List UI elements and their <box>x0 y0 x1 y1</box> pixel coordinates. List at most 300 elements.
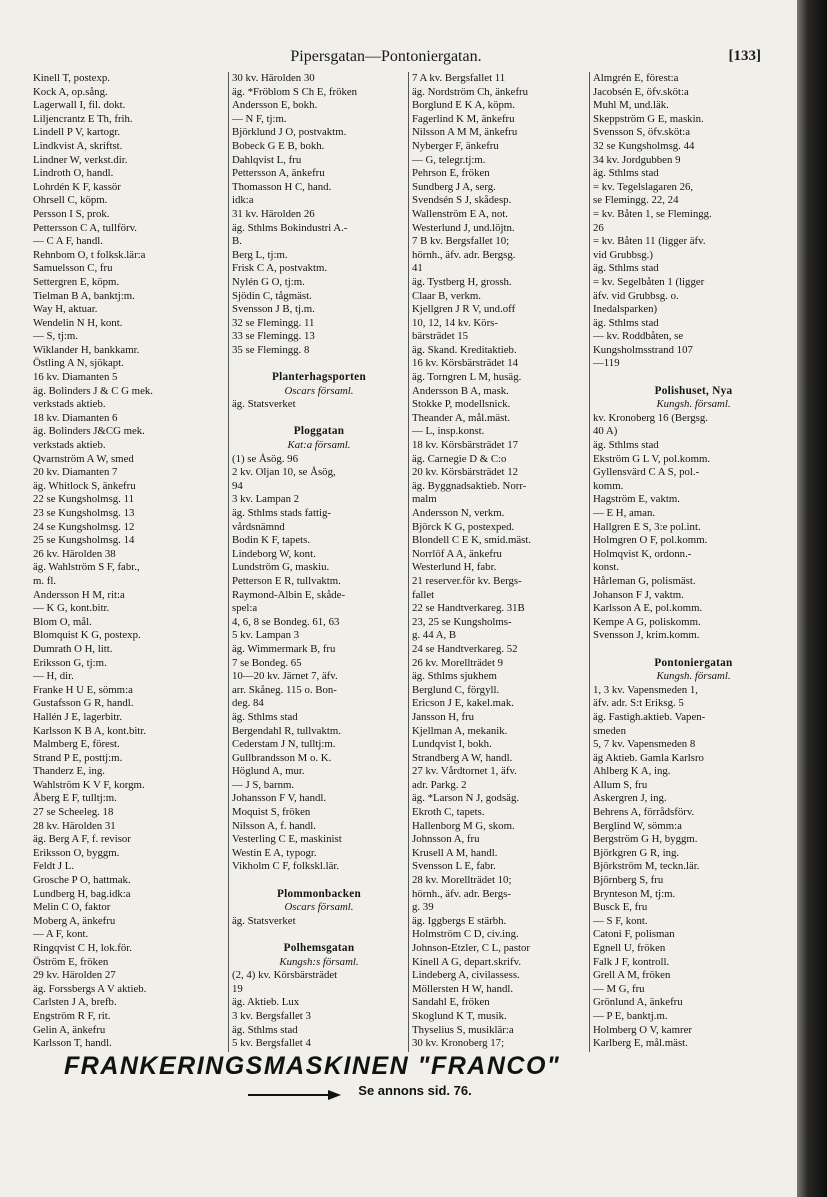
directory-line: bärsträdet 15 <box>412 330 469 343</box>
directory-line: äg. Sthlms stad <box>593 439 659 452</box>
directory-line: äg. Wimmermark B, fru <box>232 642 336 655</box>
directory-line: 7 A kv. Bergsfallet 11 <box>412 72 506 84</box>
directory-line: Ohrsell C, köpm. <box>33 194 108 207</box>
street-heading: Plommonbacken <box>276 887 362 900</box>
directory-line: äg. Whitlock S, änkefru <box>33 479 136 492</box>
directory-line: Johnsson A, fru <box>412 833 480 846</box>
directory-line: Bobeck G E B, bokh. <box>232 139 325 152</box>
directory-line: äfv. vid Grubbsg. o. <box>593 289 679 302</box>
directory-line: äg. Forssbergs A V aktieb. <box>33 982 147 995</box>
directory-line: 34 kv. Jordgubben 9 <box>593 153 681 166</box>
directory-line: 33 se Flemingg. 13 <box>232 330 315 343</box>
directory-line: Lundström G, maskiu. <box>232 561 330 574</box>
directory-line: 23 se Kungsholmsg. 13 <box>33 507 135 519</box>
directory-line: äg. Carnegie D & C:o <box>412 452 507 465</box>
directory-line: Fagerlind K M, änkefru <box>412 112 515 125</box>
directory-line: Skeppström G E, maskin. <box>593 112 704 125</box>
directory-line: Berg L, tj:m. <box>232 248 288 261</box>
ad-title: FRANKERINGSMASKINEN "FRANCO" <box>64 1052 561 1080</box>
directory-line: Theander A, mål.mäst. <box>412 411 511 424</box>
directory-line: — L, insp.konst. <box>412 425 485 438</box>
directory-line: Kjellgren J R V, und.off <box>412 303 516 316</box>
directory-line: Lundqvist I, bokh. <box>412 738 492 751</box>
directory-line: Grell A M, fröken <box>593 969 671 982</box>
directory-line: äg. Torngren L M, husäg. <box>412 371 522 384</box>
directory-line: 19 <box>232 982 243 995</box>
directory-line <box>229 412 409 426</box>
directory-line: Karlsson T, handl. <box>33 1037 112 1050</box>
directory-line: Westerlund H, fabr. <box>412 561 497 574</box>
directory-line: Östling A N, sjökapt. <box>33 357 124 370</box>
directory-line: Andersson N, verkm. <box>412 507 505 519</box>
directory-line: Frisk C A, postvaktm. <box>232 262 328 275</box>
directory-line: Svensson J, krim.komm. <box>593 629 700 642</box>
directory-line: Nyberger F, änkefru <box>412 139 499 152</box>
directory-line: se Flemingg. 22, 24 <box>593 194 679 207</box>
directory-line: Kungsholmsstrand 107 <box>593 343 693 356</box>
directory-line: Wahlström K V F, korgm. <box>33 778 145 791</box>
directory-line: Almgrén E, förest:a <box>593 72 679 84</box>
directory-line: Falk J F, kontroll. <box>593 955 670 968</box>
directory-line: Stokke P, modellsnick. <box>412 398 511 411</box>
directory-line: Rehnbom O, t folksk.lär:a <box>33 248 146 261</box>
directory-line: äfv. adr. S:t Eriksg. 5 <box>593 697 684 710</box>
directory-line: äg. Fastigh.aktieb. Vapen- <box>593 710 706 723</box>
page-title: Pipersgatan—Pontoniergatan. <box>290 48 482 65</box>
directory-line: — H, dir. <box>33 670 74 683</box>
directory-line: Björnberg S, fru <box>593 874 664 887</box>
directory-line: Bergendahl R, tullvaktm. <box>232 724 341 737</box>
directory-line: Cederstam J N, tulltj:m. <box>232 738 336 751</box>
directory-line: kv. Kronoberg 16 (Bergsg. <box>593 411 708 424</box>
directory-line: äg. Skand. Kreditaktieb. <box>412 343 517 356</box>
directory-line: Gelin A, änkefru <box>33 1023 106 1036</box>
directory-line: malm <box>412 493 437 506</box>
directory-line: Petterson E R, tullvaktm. <box>232 574 341 587</box>
directory-line: Dahlqvist L, fru <box>232 153 302 166</box>
directory-line: Svensson J B, tj.m. <box>232 303 315 316</box>
directory-line: Busck E, fru <box>593 901 648 914</box>
parish-label: Kungsh. församl. <box>656 398 731 411</box>
directory-line: Sandahl E, fröken <box>412 996 490 1009</box>
directory-line: Way H, aktuar. <box>33 303 98 316</box>
street-heading: Polhemsgatan <box>283 942 355 954</box>
directory-line: — M G, fru <box>593 982 645 995</box>
directory-line: g. 44 A, B <box>412 629 457 642</box>
directory-line: äg. Sthlms stads fattig- <box>232 507 331 519</box>
parish-label: Kungsh:s församl. <box>279 955 359 968</box>
directory-line: Nilsson A M M, änkefru <box>412 126 518 139</box>
directory-line: = kv. Båten 11 (ligger äfv. <box>593 235 706 248</box>
directory-line: 23, 25 se Kungsholms- <box>412 615 512 628</box>
directory-line: Bodin K F, tapets. <box>232 534 311 547</box>
directory-line: Inedalsparken) <box>593 303 658 316</box>
directory-line: — S, tj:m. <box>33 330 78 343</box>
directory-line: äg. Sthlms stad <box>593 167 659 180</box>
directory-line: 32 se Flemingg. 11 <box>232 316 315 329</box>
directory-line: Nilsson A, f. handl. <box>232 819 316 832</box>
directory-line: 7 B kv. Bergsfallet 10; <box>412 235 510 248</box>
directory-line: Andersson B A, mask. <box>412 384 509 397</box>
directory-line: Samuelsson C, fru <box>33 262 113 275</box>
parish-label: Oscars församl. <box>284 901 354 914</box>
directory-line: Andersson E, bokh. <box>232 99 318 112</box>
directory-line: Ahlberg K A, ing. <box>593 765 671 778</box>
directory-line: Berglind W, sömm:a <box>593 819 682 832</box>
directory-line: 18 kv. Körsbärsträdet 17 <box>412 439 519 452</box>
directory-line: 21 reserver.för kv. Bergs- <box>412 574 522 587</box>
directory-line: äg. Bolinders J&CG mek. <box>33 425 145 438</box>
directory-line: m. fl. <box>33 574 57 587</box>
directory-line: Karlberg E, mål.mäst. <box>593 1037 688 1050</box>
directory-line: Gustafsson G R, handl. <box>33 697 134 710</box>
directory-line: 27 se Scheeleg. 18 <box>33 806 114 819</box>
directory-line: Holmberg O V, kamrer <box>593 1023 692 1036</box>
directory-line: Liljencrantz E Th, frih. <box>33 112 133 125</box>
directory-line: Moberg A, änkefru <box>33 914 116 927</box>
directory-line: äg. Sthlms stad <box>593 262 659 275</box>
directory-line: Catoni F, polisman <box>593 928 675 941</box>
directory-line: Persson I S, prok. <box>33 207 110 220</box>
directory-line: äg. Aktieb. Lux <box>232 996 300 1009</box>
directory-line: Wallenström E A, not. <box>412 207 508 220</box>
directory-line: 30 kv. Kronoberg 17; <box>412 1037 505 1050</box>
parish-label: Kungsh. församl. <box>656 670 731 683</box>
directory-line: Moquist S, fröken <box>232 806 311 819</box>
directory-line: 31 kv. Härolden 26 <box>232 207 315 220</box>
directory-line: — kv. Roddbåten, se <box>593 330 684 343</box>
directory-line: Svensson S, öfv.sköt:a <box>593 126 691 139</box>
directory-line: 5, 7 kv. Vapensmeden 8 <box>593 738 696 751</box>
directory-line: äg. Iggbergs E stärbh. <box>412 914 507 927</box>
directory-line: B. <box>232 235 242 248</box>
directory-line: g. 39 <box>412 901 434 914</box>
directory-line: — N F, tj:m. <box>232 112 287 125</box>
directory-line: Kinell T, postexp. <box>33 72 110 84</box>
directory-line: Lindroth O, handl. <box>33 167 114 180</box>
directory-line: Settergren E, köpm. <box>33 275 120 288</box>
directory-line: Karlsson A E, pol.komm. <box>593 602 703 615</box>
directory-line: Thanderz E, ing. <box>33 765 105 778</box>
column-3 <box>408 72 590 1052</box>
directory-line: 94 <box>232 479 243 492</box>
directory-line: 29 kv. Härolden 27 <box>33 969 116 982</box>
directory-line: 10—20 kv. Järnet 7, äfv. <box>232 670 338 683</box>
directory-line <box>590 371 797 385</box>
directory-line: Andersson H M, rit:a <box>33 588 125 601</box>
directory-line: 30 kv. Härolden 30 <box>232 72 315 84</box>
directory-line: Askergren J, ing. <box>593 792 667 805</box>
directory-line: Vikholm C F, folkskl.lär. <box>232 860 340 873</box>
ad-subtitle: Se annons sid. 76. <box>358 1083 472 1098</box>
directory-line: Allum S, fru <box>593 778 648 791</box>
directory-line: Brynteson M, tj:m. <box>593 887 676 900</box>
directory-line: — J S, barnm. <box>232 778 295 791</box>
directory-line: äg. Sthlms sjukhem <box>412 670 497 683</box>
directory-line: Raymond-Albin E, skåde- <box>232 588 346 601</box>
directory-line: Björklund J O, postvaktm. <box>232 126 347 139</box>
directory-line: komm. <box>593 479 624 492</box>
directory-line: fallet <box>412 588 435 601</box>
directory-line: hörnh., äfv. adr. Bergs- <box>412 887 511 900</box>
directory-line: Wendelin N H, kont. <box>33 316 123 329</box>
directory-line: Franke H U E, sömm:a <box>33 683 133 696</box>
directory-line: Carlsten J A, brefb. <box>33 996 117 1009</box>
directory-line: äg. Wahlström S F, fabr., <box>33 561 140 574</box>
directory-line: Hårleman G, polismäst. <box>593 574 696 587</box>
directory-line: Tielman B A, banktj:m. <box>33 289 135 302</box>
directory-line: = kv. Segelbåten 1 (ligger <box>593 275 705 288</box>
directory-line: Lagerwall I, fil. dokt. <box>33 99 126 112</box>
directory-line: idk:a <box>232 194 254 207</box>
page-number: [133] <box>728 48 761 64</box>
directory-line: Westerlund J, und.löjtn. <box>412 221 515 234</box>
directory-line: Pehrson E, fröken <box>412 167 490 180</box>
directory-columns <box>30 72 796 1052</box>
directory-line: — A F, kont. <box>33 928 89 941</box>
directory-line: Skoglund K T, musik. <box>412 1009 507 1022</box>
directory-line: — P E, banktj.m. <box>593 1009 668 1022</box>
directory-line <box>229 928 409 942</box>
directory-line: = kv. Båten 1, se Flemingg. <box>593 207 712 220</box>
directory-line <box>229 874 409 888</box>
scan-edge-shadow <box>797 0 827 1197</box>
directory-line: Egnell U, fröken <box>593 942 666 954</box>
directory-line: Jacobsén E, öfv.sköt:a <box>593 85 689 98</box>
directory-line: Krusell A M, handl. <box>412 846 498 859</box>
directory-line: Melin C O, faktor <box>33 901 111 914</box>
street-heading: Ploggatan <box>293 425 345 438</box>
directory-line: Ringqvist C H, lok.för. <box>33 942 132 954</box>
directory-line: 27 kv. Vårdtornet 1, äfv. <box>412 765 517 778</box>
directory-line: 40 A) <box>593 425 618 438</box>
directory-line: Ericson J E, kakel.mak. <box>412 697 514 710</box>
directory-line: Malmberg E, förest. <box>33 738 120 751</box>
directory-line: 22 se Kungsholmsg. 11 <box>33 493 134 506</box>
directory-line: = kv. Tegelslagaren 26, <box>593 180 694 193</box>
directory-line: Bergström G H, byggm. <box>593 833 698 846</box>
directory-line: 18 kv. Diamanten 6 <box>33 411 118 424</box>
directory-line: Johnson-Etzler, C L, pastor <box>412 942 531 954</box>
directory-line: 16 kv. Diamanten 5 <box>33 371 118 384</box>
directory-line: Blom O, mål. <box>33 615 92 628</box>
directory-line: Behrens A, förrådsförv. <box>593 806 695 819</box>
street-heading: Polishuset, Nya <box>654 384 733 397</box>
directory-line: verkstads aktieb. <box>33 439 106 452</box>
directory-line: 26 kv. Morellträdet 9 <box>412 656 504 669</box>
directory-line: 24 se Handtverkareg. 52 <box>412 642 518 655</box>
directory-line: deg. 84 <box>232 697 264 710</box>
directory-line: Hallenborg M G, skom. <box>412 819 515 832</box>
directory-line: Holmgren O F, pol.komm. <box>593 534 708 547</box>
directory-line: Dumrath O H, litt. <box>33 642 113 655</box>
directory-line: Johansson F V, handl. <box>232 792 327 805</box>
directory-line: hörnh., äfv. adr. Bergsg. <box>412 248 516 261</box>
directory-line: Möllersten H W, handl. <box>412 982 514 995</box>
directory-line: spel:a <box>232 602 258 615</box>
directory-line: Kock A, op.sång. <box>33 85 108 98</box>
directory-line: — S F, kont. <box>593 914 648 927</box>
directory-line: Hallén J E, lagerbitr. <box>33 710 123 723</box>
directory-line: 3 kv. Lampan 2 <box>232 493 300 506</box>
directory-line: Norrlöf A A, änkefru <box>412 547 502 560</box>
directory-line: Johanson F J, vaktm. <box>593 588 684 601</box>
directory-line: Svendsén S J, skådesp. <box>412 194 512 207</box>
directory-line: Eriksson G, tj:m. <box>33 656 107 669</box>
directory-line: 35 se Flemingg. 8 <box>232 343 310 356</box>
directory-line: 41 <box>412 262 423 275</box>
directory-line: adr. Parkg. 2 <box>412 778 467 791</box>
directory-line: Blomquist K G, postexp. <box>33 629 141 642</box>
directory-line: Hallgren E S, 3:e pol.int. <box>593 520 701 533</box>
directory-line: verkstads aktieb. <box>33 398 106 411</box>
directory-line: Björck K G, postexped. <box>412 520 515 533</box>
page-header <box>0 44 827 74</box>
directory-line: Hagström E, vaktm. <box>593 493 680 506</box>
street-heading: Planterhagsporten <box>272 371 366 384</box>
directory-line: — K G, kont.bitr. <box>33 602 110 615</box>
directory-line: äg. Sthlms stad <box>593 316 659 329</box>
directory-line: Engström R F, rit. <box>33 1009 111 1022</box>
directory-line: äg Aktieb. Gamla Karlsro <box>593 751 704 764</box>
directory-line: Eriksson O, byggm. <box>33 846 120 859</box>
directory-line: 3 kv. Bergsfallet 3 <box>232 1009 311 1022</box>
directory-line: Kempe A G, poliskomm. <box>593 615 701 628</box>
directory-line: Höglund A, mur. <box>232 765 305 778</box>
directory-line: 16 kv. Körsbärsträdet 14 <box>412 357 519 370</box>
directory-line: Lindkvist A, skriftst. <box>33 139 123 152</box>
directory-line: Lindell P V, kartogr. <box>33 126 121 139</box>
column-4 <box>589 72 797 1052</box>
directory-line: Gullbrandsson M o. K. <box>232 751 332 764</box>
directory-line: äg. Sthlms stad <box>232 710 298 723</box>
directory-line: 24 se Kungsholmsg. 12 <box>33 520 135 533</box>
directory-line: 5 kv. Bergsfallet 4 <box>232 1037 311 1050</box>
directory-line: 22 se Handtverkareg. 31B <box>412 602 525 615</box>
column-2 <box>228 72 409 1052</box>
directory-line: — C A F, handl. <box>33 235 103 248</box>
directory-line: äg. Statsverket <box>232 398 296 411</box>
directory-line: äg. Nordström Ch, änkefru <box>412 85 529 98</box>
directory-line: äg. *Larson N J, godsäg. <box>412 792 520 805</box>
directory-line: äg. Bolinders J & C G mek. <box>33 384 153 397</box>
directory-line: Sundberg J A, serg. <box>412 180 496 193</box>
directory-line: Holmqvist K, ordonn.- <box>593 547 692 560</box>
directory-line: Vesterling C E, maskinist <box>232 833 342 846</box>
directory-line <box>590 643 797 657</box>
advertisement-banner <box>40 1052 790 1100</box>
directory-line: Ekroth C, tapets. <box>412 806 485 819</box>
directory-line: 1, 3 kv. Vapensmeden 1, <box>593 683 698 696</box>
directory-line: vid Grubbsg.) <box>593 248 653 261</box>
directory-line: 26 kv. Härolden 38 <box>33 547 116 560</box>
directory-line: äg. Tystberg H, grossh. <box>412 275 512 288</box>
directory-line: Lohrdén K F, kassör <box>33 180 121 193</box>
directory-line: — E H, aman. <box>593 507 656 519</box>
directory-line: Feldt J L. <box>33 860 75 873</box>
directory-line: Wiklander H, bankkamr. <box>33 343 140 356</box>
directory-line: 20 kv. Diamanten 7 <box>33 466 118 479</box>
directory-line: 32 se Kungsholmsg. 44 <box>593 139 695 152</box>
directory-line: äg. Sthlms stad <box>232 1023 298 1036</box>
directory-line: Ekström G L V, pol.komm. <box>593 452 711 465</box>
directory-line: 25 se Kungsholmsg. 14 <box>33 534 135 547</box>
directory-line: Svensson L E, fabr. <box>412 860 496 873</box>
directory-line: Pettersson A, änkefru <box>232 167 325 180</box>
directory-line: (1) se Åsög. 96 <box>232 452 298 465</box>
directory-line: Thomasson H C, hand. <box>232 180 332 193</box>
street-heading: Pontoniergatan <box>654 656 733 669</box>
directory-line: Björkström M, teckn.lär. <box>593 860 700 873</box>
directory-line: äg. Byggnadsaktieb. Norr- <box>412 479 527 492</box>
directory-line: Sjödin C, tågmäst. <box>232 289 312 302</box>
directory-line: Grosche P O, hattmak. <box>33 874 131 887</box>
directory-line: 2 kv. Oljan 10, se Åsög, <box>232 466 336 479</box>
directory-line: konst. <box>593 561 620 574</box>
directory-line: —119 <box>593 357 620 370</box>
directory-line <box>229 357 409 371</box>
directory-line: Jansson H, fru <box>412 710 475 723</box>
parish-label: Oscars församl. <box>284 384 354 397</box>
directory-line: äg. Sthlms Bokindustri A.- <box>232 221 348 234</box>
directory-line: vårdsnämnd <box>232 520 285 533</box>
directory-line: Lindeberg A, civilassess. <box>412 969 520 982</box>
directory-line: Kjellman A, mekanik. <box>412 724 508 737</box>
directory-line: 10, 12, 14 kv. Körs- <box>412 316 498 329</box>
directory-line: arr. Skåneg. 115 o. Bon- <box>232 683 337 696</box>
directory-line: Öström E, fröken <box>33 955 109 968</box>
directory-line: smeden <box>593 724 626 737</box>
directory-line: 20 kv. Körsbärsträdet 12 <box>412 466 519 479</box>
directory-line: Borglund E K A, köpm. <box>412 99 515 112</box>
directory-line: Kinell A G, depart.skrifv. <box>412 955 522 968</box>
directory-line: Gyllensvärd C A S, pol.- <box>593 466 700 479</box>
directory-line: Holmström C D, civ.ing. <box>412 928 519 941</box>
column-1 <box>30 72 228 1052</box>
directory-line: Pettersson C A, tullförv. <box>33 221 137 234</box>
directory-line: 28 kv. Morellträdet 10; <box>412 874 512 887</box>
directory-line: Blondell C E K, smid.mäst. <box>412 534 532 547</box>
parish-label: Kat:a församl. <box>287 439 351 452</box>
directory-line: äg. *Fröblom S Ch E, fröken <box>232 85 358 98</box>
directory-line: Claar B, verkm. <box>412 289 481 302</box>
directory-line: 4, 6, 8 se Bondeg. 61, 63 <box>232 615 340 628</box>
directory-line: Björkgren G R, ing. <box>593 846 680 859</box>
directory-line: Westin E A, typogr. <box>232 846 317 859</box>
directory-line: Lundberg H, bag.idk:a <box>33 887 131 900</box>
directory-line: — G, telegr.tj:m. <box>412 153 486 166</box>
directory-line: äg. Berg A F, f. revisor <box>33 833 131 846</box>
directory-line: Berglund C, förgyll. <box>412 683 500 696</box>
directory-line: Åberg E F, tulltj:m. <box>33 792 117 805</box>
directory-line: Nylén G O, tj:m. <box>232 275 305 288</box>
directory-line: 28 kv. Härolden 31 <box>33 819 116 832</box>
directory-line: Muhl M, und.läk. <box>593 99 669 112</box>
directory-line: Lindner W, verkst.dir. <box>33 153 128 166</box>
directory-line: äg. Statsverket <box>232 914 296 927</box>
directory-line: Strand P E, posttj:m. <box>33 751 123 764</box>
directory-line: (2, 4) kv. Körsbärsträdet <box>232 969 338 982</box>
directory-line: Grönlund A, änkefru <box>593 996 683 1009</box>
directory-line: Lindeborg W, kont. <box>232 547 316 560</box>
directory-line: Karlsson K B A, kont.bitr. <box>33 724 147 737</box>
directory-line: 26 <box>593 221 604 234</box>
directory-line: 7 se Bondeg. 65 <box>232 656 302 669</box>
directory-line: Strandberg A W, handl. <box>412 751 513 764</box>
directory-line: 5 kv. Lampan 3 <box>232 629 300 642</box>
directory-line: Thyselius S, musiklär:a <box>412 1023 514 1036</box>
directory-line: Qvarnström A W, smed <box>33 452 134 465</box>
